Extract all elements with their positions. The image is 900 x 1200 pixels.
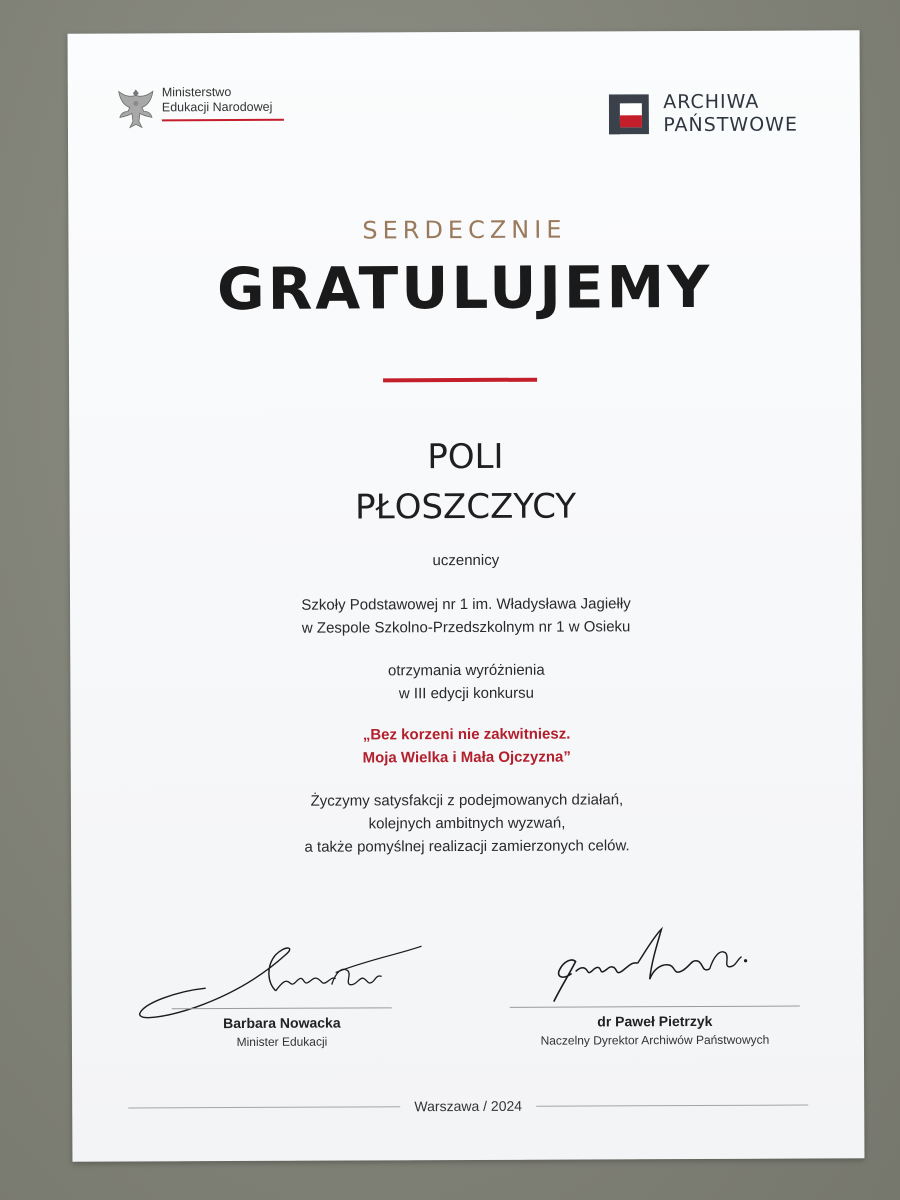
archiwa-logo xyxy=(609,91,798,138)
recipient-first-name: POLI xyxy=(427,436,504,478)
archiwa-logo-line1: ARCHIWA xyxy=(663,90,760,114)
footer xyxy=(128,1097,808,1116)
title-divider xyxy=(383,378,537,383)
greeting-title: GRATULUJEMY xyxy=(216,252,713,324)
signature-right xyxy=(510,1006,800,1048)
greeting-small: SERDECZNIE xyxy=(362,215,567,245)
school-line-2: w Zespole Szkolno-Przedszkolnym nr 1 w Osieku xyxy=(301,618,631,637)
signature-left-name: Barbara Nowacka xyxy=(223,1014,341,1032)
contest-title-line-1: „Bez korzeni nie zakwitniesz. xyxy=(362,725,571,744)
wish-line-1: Życzymy satysfakcji z podejmowanych działań, xyxy=(310,791,624,810)
ministry-logo xyxy=(116,85,284,130)
archiwa-mark-icon xyxy=(609,94,649,134)
signature-right-name: dr Paweł Pietrzyk xyxy=(597,1012,713,1030)
ministry-logo-line1: Ministerstwo xyxy=(161,85,232,100)
recipient-last-name: PŁOSZCZYCY xyxy=(354,486,577,528)
signature-right-role: Naczelny Dyrektor Archiwów Państwowych xyxy=(540,1032,770,1048)
recipient-role: uczennicy xyxy=(432,551,500,570)
eagle-emblem-icon xyxy=(116,85,156,129)
signature-left-role: Minister Edukacji xyxy=(236,1034,328,1050)
ministry-logo-line2: Edukacji Narodowej xyxy=(161,99,273,115)
archiwa-logo-line2: PAŃSTWOWE xyxy=(663,113,798,137)
footer-left-rule xyxy=(128,1106,400,1108)
footer-place-date: Warszawa / 2024 xyxy=(414,1097,523,1115)
signature-right-handwriting xyxy=(541,921,751,1007)
footer-right-rule xyxy=(536,1104,808,1106)
wish-line-2: kolejnych ambitnych wyzwań, xyxy=(368,814,566,833)
award-line-1: otrzymania wyróżnienia xyxy=(387,661,545,680)
contest-title-line-2: Moja Wielka i Mała Ojczyzna” xyxy=(362,748,571,767)
certificate-paper xyxy=(68,30,865,1161)
school-line-1: Szkoły Podstawowej nr 1 im. Władysława Jagiełły xyxy=(301,595,631,614)
wish-line-3: a także pomyślnej realizacji zamierzonych celów. xyxy=(304,837,630,856)
signature-left-line xyxy=(172,1007,392,1009)
signature-right-line xyxy=(510,1006,800,1008)
signature-left xyxy=(172,1007,392,1049)
award-line-2: w III edycji konkursu xyxy=(398,684,534,703)
ministry-logo-underline xyxy=(162,119,284,122)
